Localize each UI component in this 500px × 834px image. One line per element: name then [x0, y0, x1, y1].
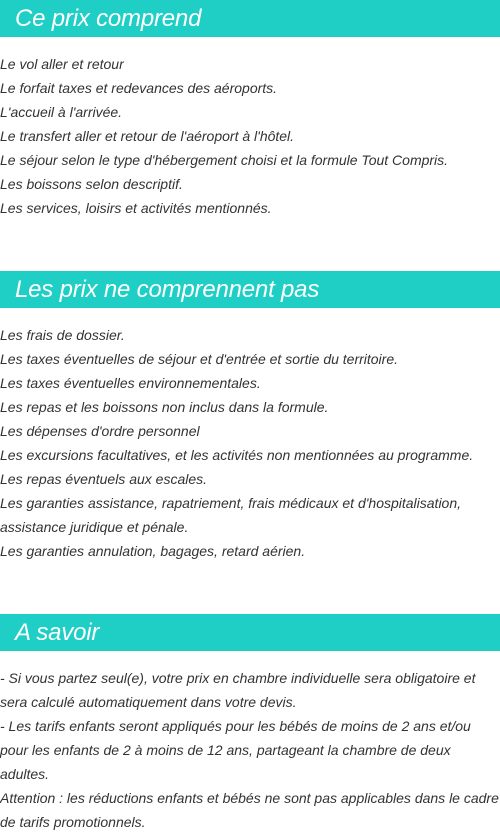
- list-item: Les garanties assistance, rapatriement, frais médicaux et d'hospitalisation, assistance juridique et pénale.: [0, 495, 462, 535]
- list-item: Les services, loisirs et activités mentionnés.: [0, 200, 272, 216]
- list-item: Les taxes éventuelles de séjour et d'entrée et sortie du territoire.: [0, 351, 399, 367]
- list-item: - Les tarifs enfants seront appliqués pour les bébés de moins de 2 ans et/ou pour les enfants de 2 à moins de 12 ans, partageant la chambre de deux adultes.: [0, 718, 471, 782]
- list-item: Les frais de dossier.: [0, 327, 125, 343]
- list-item: Le forfait taxes et redevances des aéroports.: [0, 80, 278, 96]
- list-item: Les dépenses d'ordre personnel: [0, 423, 200, 439]
- list-item: - Si vous partez seul(e), votre prix en chambre individuelle sera obligatoire et sera calculé automatiquement dans votre devis.: [0, 670, 476, 710]
- list-item: L'accueil à l'arrivée.: [0, 104, 123, 120]
- section-header-good-to-know: A savoir: [0, 614, 500, 651]
- included-list: [0, 52, 500, 220]
- list-item: Les repas et les boissons non inclus dans la formule.: [0, 399, 329, 415]
- good-to-know-list: [0, 666, 500, 834]
- list-item: Les garanties annulation, bagages, retard aérien.: [0, 543, 306, 559]
- list-item: Les excursions facultatives, et les activités non mentionnées au programme.: [0, 447, 474, 463]
- not-included-list: [0, 323, 500, 563]
- list-item: Le séjour selon le type d'hébergement choisi et la formule Tout Compris.: [0, 152, 449, 168]
- list-item: Le transfert aller et retour de l'aéroport à l'hôtel.: [0, 128, 295, 144]
- section-header-not-included: Les prix ne comprennent pas: [0, 271, 500, 308]
- section-header-included: Ce prix comprend: [0, 0, 500, 37]
- list-item: Les repas éventuels aux escales.: [0, 471, 208, 487]
- list-item: Les taxes éventuelles environnementales.: [0, 375, 261, 391]
- list-item: Les boissons selon descriptif.: [0, 176, 183, 192]
- list-item: Le vol aller et retour: [0, 56, 124, 72]
- list-item: Attention : les réductions enfants et bébés ne sont pas applicables dans le cadre de tarifs promotionnels.: [0, 790, 499, 830]
